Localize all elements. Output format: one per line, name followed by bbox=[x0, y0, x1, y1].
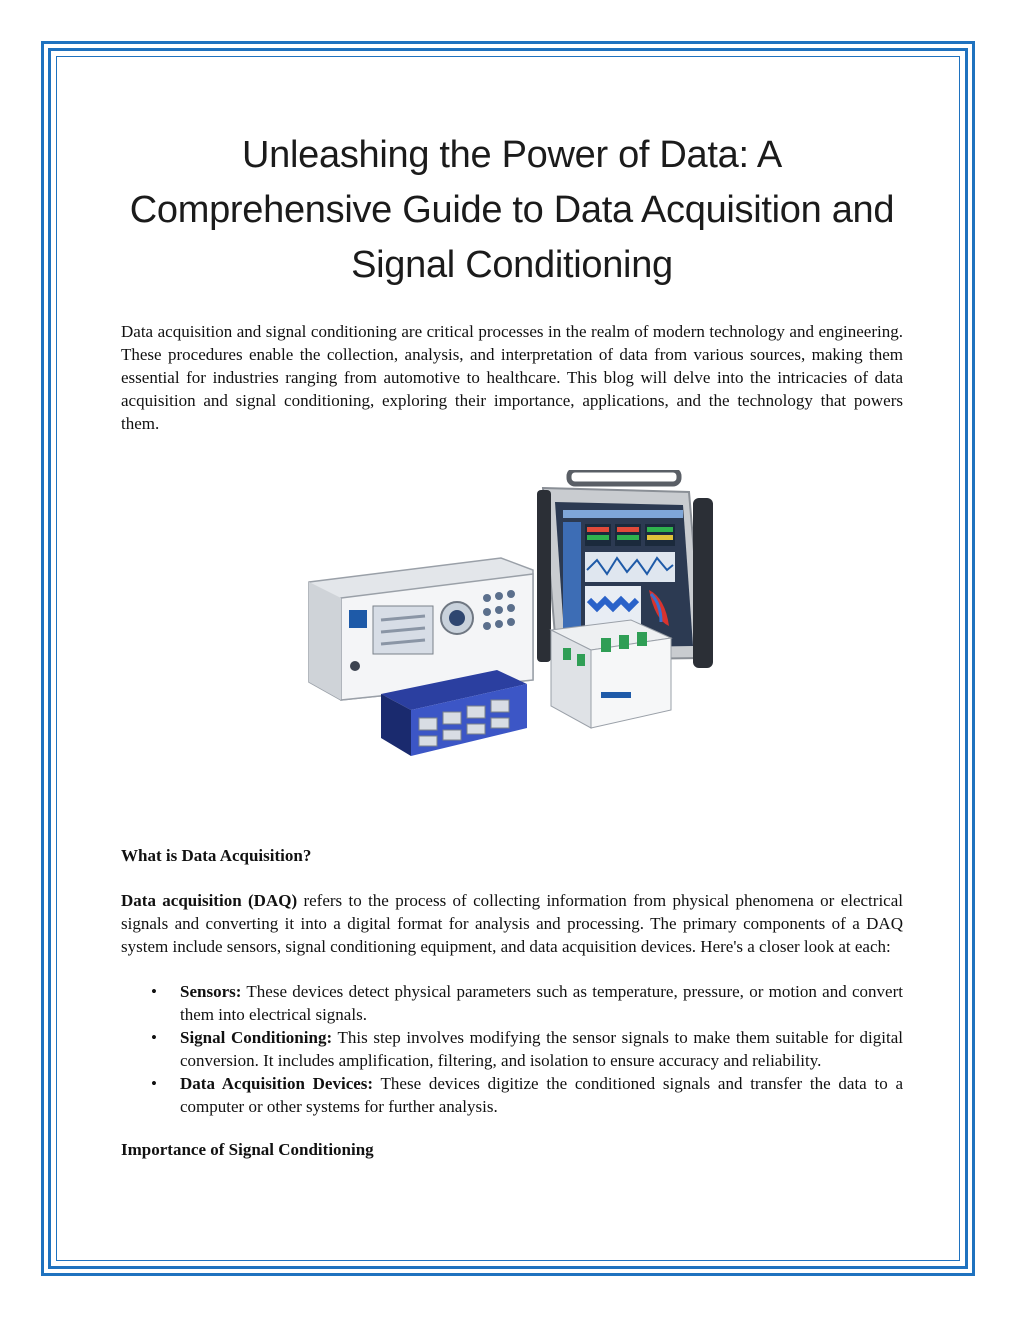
intro-paragraph: Data acquisition and signal conditioning are critical processes in the realm of modern technology and engineering. These procedures enable the collection, analysis, and interpretation of data from various sources, making them essential for industries ranging from automotive to healthcare. This blog will delve into the intricacies of data acquisition and signal conditioning, exploring their importance, applications, and the technology that powers them. bbox=[121, 322, 903, 433]
list-item bbox=[180, 1026, 903, 1072]
document-title: Unleashing the Power of Data: A Comprehensive Guide to Data Acquisition and Signal Conditioning bbox=[129, 134, 895, 286]
equipment-figure bbox=[121, 470, 903, 820]
section-heading-signal-conditioning: Importance of Signal Conditioning bbox=[121, 1140, 374, 1159]
list-item bbox=[180, 1072, 903, 1118]
section-heading-what-is-daq: What is Data Acquisition? bbox=[121, 846, 312, 865]
daq-components-list bbox=[121, 980, 903, 1118]
document-body bbox=[121, 128, 903, 1161]
daq-definition-text: refers to the process of collecting information from physical phenomena or electrical signals and converting it into a digital format for analysis and processing. The primary components of a DAQ system include sensors, signal conditioning equipment, and data acquisition devices. Here's a closer look at each: bbox=[121, 891, 903, 956]
daq-definition-paragraph bbox=[121, 889, 903, 958]
list-item-text: This step involves modifying the sensor signals to make them suitable for digital conversion. It includes amplification, filtering, and isolation to ensure accuracy and reliability. bbox=[180, 1028, 903, 1070]
signal-conditioning-module bbox=[551, 620, 671, 728]
list-item bbox=[180, 980, 903, 1026]
list-item-text: These devices digitize the conditioned signals and transfer the data to a computer or other systems for further analysis. bbox=[180, 1074, 904, 1116]
list-item-term: Signal Conditioning: bbox=[180, 1028, 333, 1047]
list-item-term: Sensors: bbox=[180, 982, 242, 1001]
list-item-text: These devices detect physical parameters such as temperature, pressure, or motion and convert them into electrical signals. bbox=[180, 982, 903, 1024]
list-item-term: Data Acquisition Devices: bbox=[180, 1074, 374, 1093]
daq-term: Data acquisition (DAQ) bbox=[121, 891, 298, 910]
data-acquisition-equipment-icon bbox=[301, 470, 731, 820]
